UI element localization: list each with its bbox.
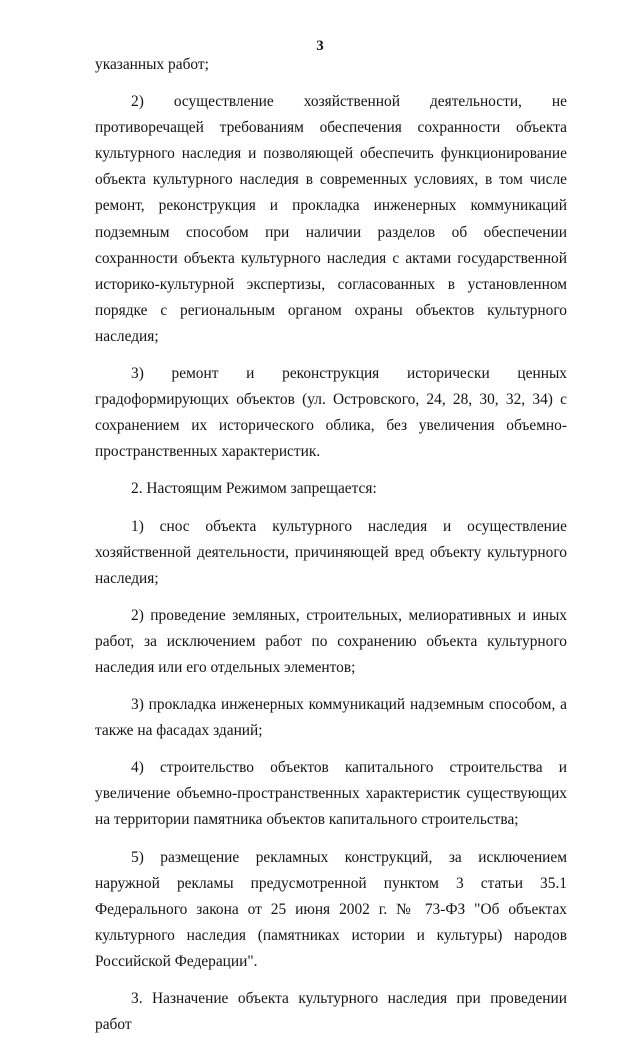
paragraph-prohibited-item-3: 3) прокладка инженерных коммуникаций надземным способом, а также на фасадах зданий; [95,696,567,740]
paragraph-prohibited-item-5: 5) размещение рекламных конструкций, за исключением наружной рекламы предусмотренной пунктом 3 статьи 35.1 Федерального закона от 25 июня 2002 г. № 73-ФЗ "Об объектах культурного наследия (памятниках истории и культуры) народов Российской Федерации". [95,848,567,970]
paragraph-section-2-heading: 2. Настоящим Режимом запрещается: [131,480,377,498]
page-number: 3 [316,38,324,54]
paragraph-permitted-item-2: 2) осуществление хозяйственной деятельности, не противоречащей требованиям обеспечения сохранности объекта культурного наследия и позволяющей обеспечить функционирование объекта культурного наследия в современных условиях, в том числе ремонт, реконструкция и прокладка инженерных коммуникаций подземным способом при наличии разделов об обеспечении сохранности объекта культурного наследия с актами государственной историко-культурной экспертизы, согласованных в установленном порядке с региональным органом охраны объектов культурного наследия; [95,93,567,345]
paragraph-prohibited-item-2: 2) проведение земляных, строительных, мелиоративных и иных работ, за исключением работ по сохранению объекта культурного наследия или его отдельных элементов; [95,606,567,676]
paragraph-permitted-item-3: 3) ремонт и реконструкция исторически ценных градоформирующих объектов (ул. Островского, 24, 28, 30, 32, 34) с сохранением их исторического облика, без увеличения объемно-пространственных характеристик. [95,365,567,461]
paragraph-prohibited-item-4: 4) строительство объектов капитального строительства и увеличение объемно-пространственных характеристик существующих на территории памятника объектов капитального строительства; [95,759,567,829]
paragraph-prohibited-item-1: 1) снос объекта культурного наследия и осуществление хозяйственной деятельности, причиняющей вред объекту культурного наследия; [95,517,567,587]
paragraph-continuation: указанных работ; [95,56,209,73]
document-body [95,52,567,1038]
paragraph-section-3-start: 3. Назначение объекта культурного наследия при проведении работ [95,990,567,1034]
